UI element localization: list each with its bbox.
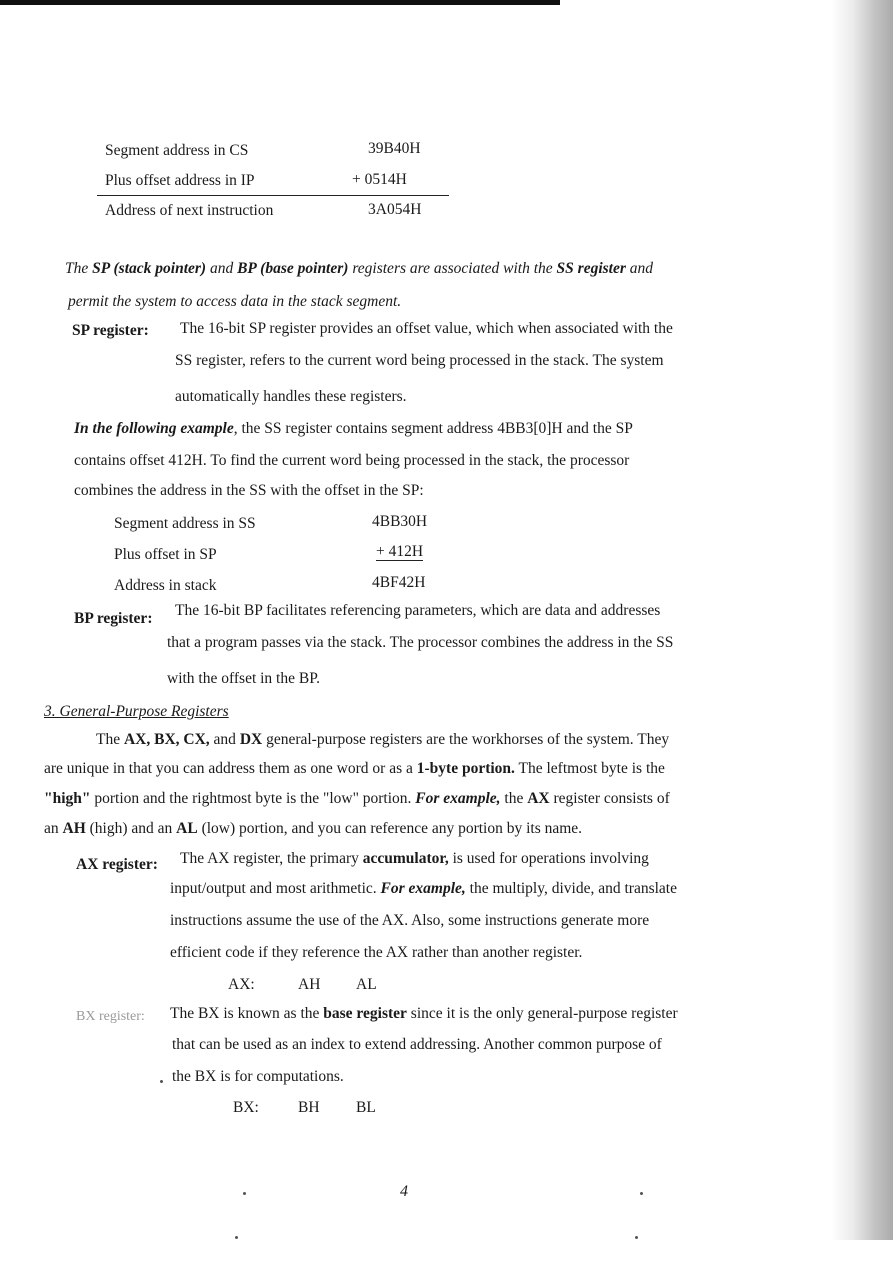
gp-para-line3 <box>44 790 670 808</box>
table-label: Plus offset in SP <box>114 546 217 563</box>
ax-register-line4: efficient code if they reference the AX rather than another register. <box>170 944 583 961</box>
text: and <box>206 260 238 277</box>
text: 1-byte portion. <box>416 760 515 777</box>
text: the <box>500 790 528 807</box>
table-label: Address in stack <box>114 577 217 594</box>
sum-rule <box>97 195 449 196</box>
text: an <box>44 820 63 837</box>
table-label: Address of next instruction <box>105 202 274 219</box>
text: The <box>96 731 124 748</box>
text: registers are associated with the <box>348 260 557 277</box>
text: accumulator, <box>362 850 449 867</box>
scan-speck <box>243 1192 246 1195</box>
text: register consists of <box>549 790 670 807</box>
example-line3: combines the address in the SS with the offset in the SP: <box>74 482 424 499</box>
text: , the SS register contains segment address 4BB3[0]H and the SP <box>233 420 633 437</box>
sp-register-label: SP register: <box>72 322 149 339</box>
text: input/output and most arithmetic. <box>170 880 381 897</box>
register-low-byte: AL <box>356 976 377 993</box>
table-value: + 0514H <box>352 171 407 188</box>
text: are unique in that you can address them as one word or as a <box>44 760 417 777</box>
register-low-byte: BL <box>356 1099 376 1116</box>
text: AX, BX, CX, <box>123 731 210 748</box>
scan-speck <box>640 1192 643 1195</box>
bp-register-label: BP register: <box>74 610 153 627</box>
text: In the following example <box>74 420 234 437</box>
scan-right-edge <box>831 0 893 1240</box>
scan-top-edge <box>0 0 560 5</box>
text: The BX is known as the <box>170 1005 324 1022</box>
bp-register-line2: that a program passes via the stack. The processor combines the address in the SS <box>167 634 674 651</box>
ax-register-label: AX register: <box>76 856 158 873</box>
text: BP (base pointer) <box>237 260 349 277</box>
bp-register-line3: with the offset in the BP. <box>167 670 320 687</box>
table-value: 4BF42H <box>372 574 426 591</box>
text: For example, <box>415 790 501 807</box>
text: For example, <box>380 880 466 897</box>
scan-speck <box>635 1236 638 1239</box>
text: general-purpose registers are the workhorses of the system. They <box>262 731 670 748</box>
scan-speck <box>235 1236 238 1239</box>
text: The leftmost byte is the <box>514 760 665 777</box>
text: The <box>65 260 93 277</box>
register-high-byte: BH <box>298 1099 320 1116</box>
bx-register-line2: that can be used as an index to extend addressing. Another common purpose of <box>172 1036 662 1053</box>
table-value: 4BB30H <box>372 513 428 530</box>
text: SP (stack pointer) <box>92 260 207 277</box>
table-label: Plus offset address in IP <box>105 172 255 189</box>
text: the multiply, divide, and translate <box>465 880 677 897</box>
text: The AX register, the primary <box>180 850 363 867</box>
bx-register-label: BX register: <box>76 1009 145 1024</box>
table-value: + 412H <box>376 543 424 560</box>
sp-register-line1: The 16-bit SP register provides an offset value, which when associated with the <box>180 320 673 337</box>
section-heading: 3. General-Purpose Registers <box>44 703 229 720</box>
text: base register <box>323 1005 407 1022</box>
text: since it is the only general-purpose register <box>406 1005 678 1022</box>
gp-para-line1 <box>96 731 669 749</box>
gp-para-line2 <box>44 760 665 778</box>
sp-register-line3: automatically handles these registers. <box>175 388 407 405</box>
text: "high" <box>44 790 91 807</box>
text: AH <box>62 820 86 837</box>
sp-bp-intro-line1 <box>65 260 653 278</box>
sp-bp-intro-line2: permit the system to access data in the stack segment. <box>68 293 402 310</box>
text: is used for operations involving <box>448 850 649 867</box>
sp-register-line2: SS register, refers to the current word being processed in the stack. The system <box>175 352 664 369</box>
bx-register-line3: the BX is for computations. <box>172 1068 344 1085</box>
scan-speck <box>160 1080 163 1083</box>
example-line2: contains offset 412H. To find the current word being processed in the stack, the processor <box>74 452 630 469</box>
text: AX <box>527 790 550 807</box>
table-value: 3A054H <box>368 201 422 218</box>
text: SS register <box>556 260 626 277</box>
table-label: Segment address in SS <box>114 515 256 532</box>
text: (low) portion, and you can reference any portion by its name. <box>197 820 583 837</box>
text: portion and the rightmost byte is the "low" portion. <box>90 790 416 807</box>
example-line1 <box>74 420 633 438</box>
register-high-byte: AH <box>298 976 321 993</box>
text: (high) and an <box>85 820 177 837</box>
text: AL <box>176 820 198 837</box>
ax-register-line1 <box>180 850 649 868</box>
text: and <box>625 260 654 277</box>
table-value: 39B40H <box>368 140 421 157</box>
ax-register-line3: instructions assume the use of the AX. Also, some instructions generate more <box>170 912 650 929</box>
ax-register-line2 <box>170 880 677 898</box>
register-name: AX: <box>228 976 255 993</box>
text: and <box>209 731 240 748</box>
text: DX <box>239 731 263 748</box>
bp-register-line1: The 16-bit BP facilitates referencing parameters, which are data and addresses <box>175 602 661 619</box>
table-label: Segment address in CS <box>105 142 249 159</box>
register-name: BX: <box>233 1099 259 1116</box>
gp-para-line4 <box>44 820 582 838</box>
page-number: 4 <box>400 1183 408 1200</box>
bx-register-line1 <box>170 1005 678 1023</box>
